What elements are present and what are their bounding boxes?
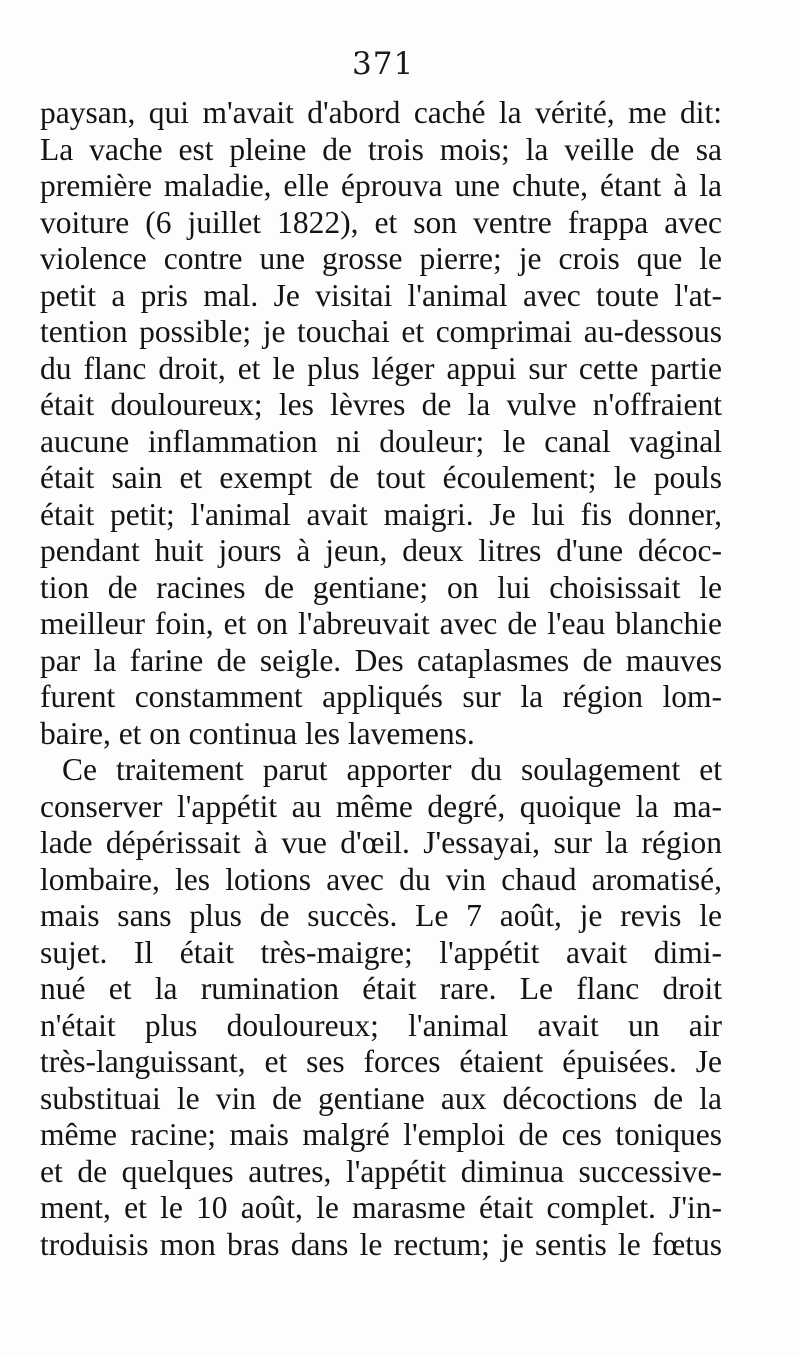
- text-line: tion de racines de gentiane; on lui choisissait le: [40, 569, 722, 605]
- text-line: pendant huit jours à jeun, deux litres d'une décoc-: [40, 533, 722, 568]
- text-line: très-languissant, et ses forces étaient épuisées. Je: [40, 1044, 722, 1079]
- text-line: violence contre une grosse pierre; je crois que le: [40, 241, 722, 276]
- text-line: troduisis mon bras dans le rectum; je sentis le fœtus: [40, 1226, 722, 1262]
- text-line: Ce traitement parut apporter du soulagement et: [62, 752, 722, 787]
- text-line: aucune inflammation ni douleur; le canal vaginal: [40, 423, 722, 459]
- text-line: était petit; l'animal avait maigri. Je lui fis donner,: [40, 496, 722, 532]
- text-line: baire, et on continua les lavemens.: [40, 715, 475, 751]
- text-line: n'était plus douloureux; l'animal avait un air: [40, 1007, 722, 1043]
- text-line: petit a pris mal. Je visitai l'animal avec toute l'at-: [40, 277, 722, 313]
- text-line: était sain et exempt de tout écoulement; le pouls: [40, 460, 722, 495]
- text-line: furent constamment appliqués sur la région lom-: [40, 679, 722, 714]
- text-line: voiture (6 juillet 1822), et son ventre frappa avec: [40, 204, 722, 240]
- text-line: ment, et le 10 août, le marasme était complet. J'in-: [40, 1190, 722, 1225]
- text-line: conserver l'appétit au même degré, quoique la ma-: [40, 788, 722, 824]
- text-line: première maladie, elle éprouva une chute, étant à la: [40, 168, 722, 203]
- text-line: mais sans plus de succès. Le 7 août, je revis le: [40, 898, 722, 933]
- text-line: La vache est pleine de trois mois; la veille de sa: [40, 131, 722, 167]
- text-line: sujet. Il était très-maigre; l'appétit avait dimi-: [40, 934, 722, 970]
- body-text: [40, 95, 722, 1263]
- text-line: et de quelques autres, l'appétit diminua successive-: [40, 1153, 722, 1189]
- text-line: était douloureux; les lèvres de la vulve n'offraient: [40, 387, 722, 422]
- text-line: tention possible; je touchai et comprimai au-dessous: [40, 314, 722, 349]
- text-line: par la farine de seigle. Des cataplasmes de mauves: [40, 642, 722, 678]
- text-line: même racine; mais malgré l'emploi de ces toniques: [40, 1117, 722, 1152]
- text-line: du flanc droit, et le plus léger appui sur cette partie: [40, 350, 722, 386]
- text-line: meilleur foin, et on l'abreuvait avec de l'eau blanchie: [40, 606, 722, 641]
- text-line: paysan, qui m'avait d'abord caché la vérité, me dit:: [40, 95, 722, 130]
- text-line: lade dépérissait à vue d'œil. J'essayai, sur la région: [40, 825, 722, 860]
- text-line: lombaire, les lotions avec du vin chaud aromatisé,: [40, 861, 722, 897]
- page-number: 371: [352, 46, 415, 82]
- text-line: substituai le vin de gentiane aux décoctions de la: [40, 1080, 722, 1116]
- text-line: nué et la rumination était rare. Le flanc droit: [40, 971, 722, 1006]
